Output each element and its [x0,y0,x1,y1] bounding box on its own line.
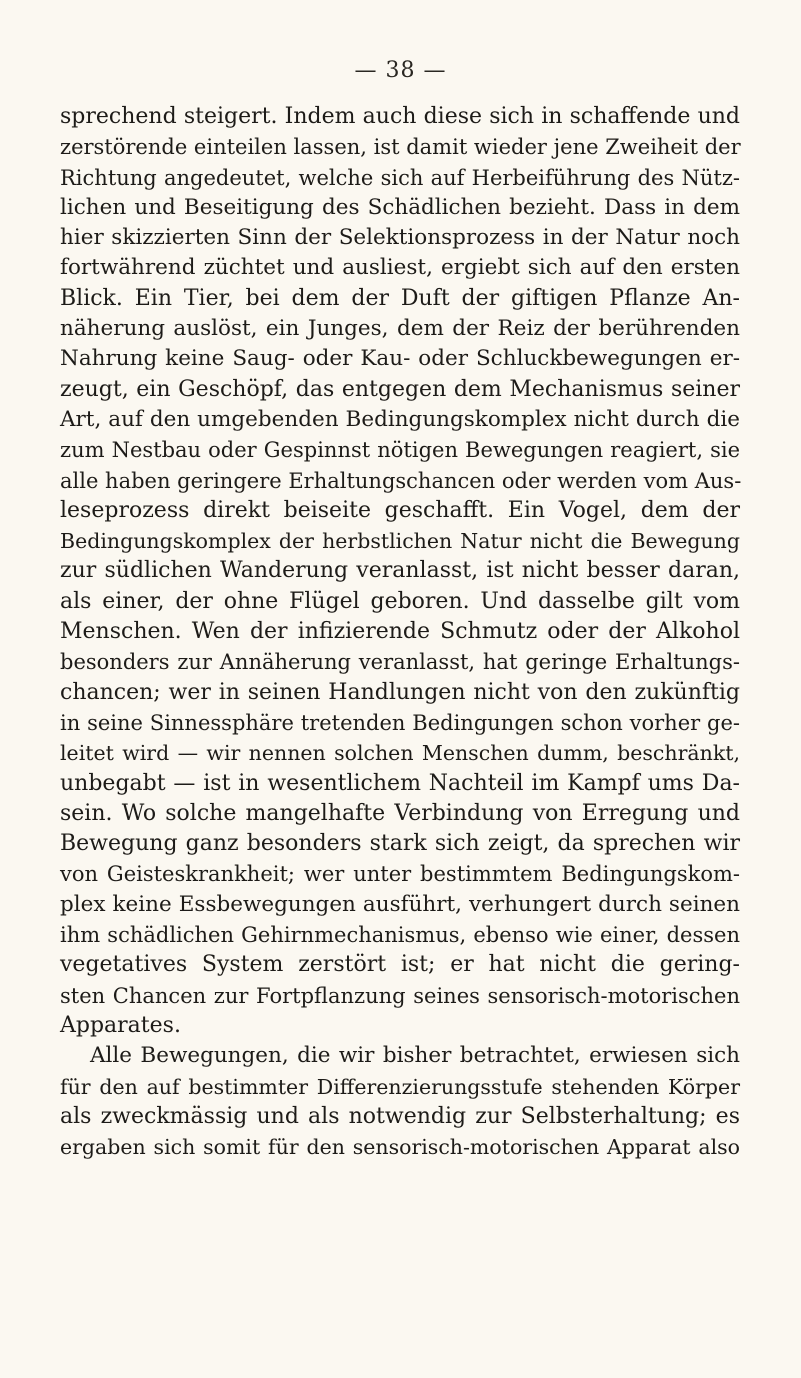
text-line: chancen; wer in seinen Handlungen nicht von den zukünftig [60,679,740,705]
text-line: als zweckmässig und als notwendig zur Selbsterhaltung; es [60,1103,740,1129]
text-line: Art, auf den umgebenden Bedingungskomplex nicht durch die [60,406,740,432]
text-line: näherung auslöst, ein Junges, dem der Reiz der berührenden [60,316,740,342]
text-line: zur südlichen Wanderung veranlasst, ist nicht besser daran, [60,558,740,584]
text-line: Menschen. Wen der infizierende Schmutz oder der Alkohol [60,619,740,645]
text-line: Nahrung keine Saug- oder Kau- oder Schluckbewegungen er- [60,346,740,372]
text-line: zerstörende einteilen lassen, ist damit wieder jene Zweiheit der [60,135,741,160]
paragraph-end-line: Apparates. [60,1012,181,1038]
text-line: sein. Wo solche mangelhafte Verbindung von Erregung und [60,800,740,826]
text-line: zum Nestbau oder Gespinnst nötigen Bewegungen reagiert, sie [60,438,740,463]
text-line: Bewegung ganz besonders stark sich zeigt, da sprechen wir [60,831,740,857]
text-line: unbegabt — ist in wesentlichem Nachteil im Kampf ums Da- [60,770,740,796]
text-line: plex keine Essbewegungen ausführt, verhungert durch seinen [60,891,740,917]
text-line: ergaben sich somit für den sensorisch-motorischen Apparat also [60,1135,740,1160]
text-line: fortwährend züchtet und ausliest, ergiebt sich auf den ersten [60,255,740,281]
text-line: alle haben geringere Erhaltungschancen oder werden vom Aus- [60,468,742,493]
text-line: Richtung angedeutet, welche sich auf Herbeiführung des Nütz- [60,165,740,190]
page-number: — 38 — [354,58,447,83]
body-text [60,102,740,1162]
text-line: ihm schädlichen Gehirnmechanismus, ebenso wie einer, dessen [60,923,740,948]
paragraph-start-line: Alle Bewegungen, die wir bisher betrachtet, erwiesen sich [90,1043,740,1069]
text-line: für den auf bestimmter Differenzierungsstufe stehenden Körper [60,1074,740,1099]
text-line: zeugt, ein Geschöpf, das entgegen dem Mechanismus seiner [60,376,740,402]
text-line: von Geisteskrankheit; wer unter bestimmtem Bedingungskom- [60,862,740,887]
text-line: sprechend steigert. Indem auch diese sich in schaffende und [60,104,740,129]
text-line: Bedingungskomplex der herbstlichen Natur nicht die Bewegung [60,529,740,554]
text-line: Blick. Ein Tier, bei dem der Duft der giftigen Pflanze An- [60,285,740,311]
text-line: vegetatives System zerstört ist; er hat nicht die gering- [60,952,740,978]
text-line: in seine Sinnessphäre tretenden Bedingungen schon vorher ge- [60,710,740,735]
text-line: lichen und Beseitigung des Schädlichen bezieht. Dass in dem [60,194,740,220]
text-line: sten Chancen zur Fortpflanzung seines sensorisch-motorischen [60,983,740,1008]
text-line: leitet wird — wir nennen solchen Menschen dumm, beschränkt, [60,741,740,766]
text-line: besonders zur Annäherung veranlasst, hat geringe Erhaltungs- [60,650,740,675]
text-line: als einer, der ohne Flügel geboren. Und dasselbe gilt vom [60,588,740,614]
text-line: leseprozess direkt beiseite geschafft. Ein Vogel, dem der [60,497,740,523]
text-line: hier skizzierten Sinn der Selektionsprozess in der Natur noch [60,225,740,251]
